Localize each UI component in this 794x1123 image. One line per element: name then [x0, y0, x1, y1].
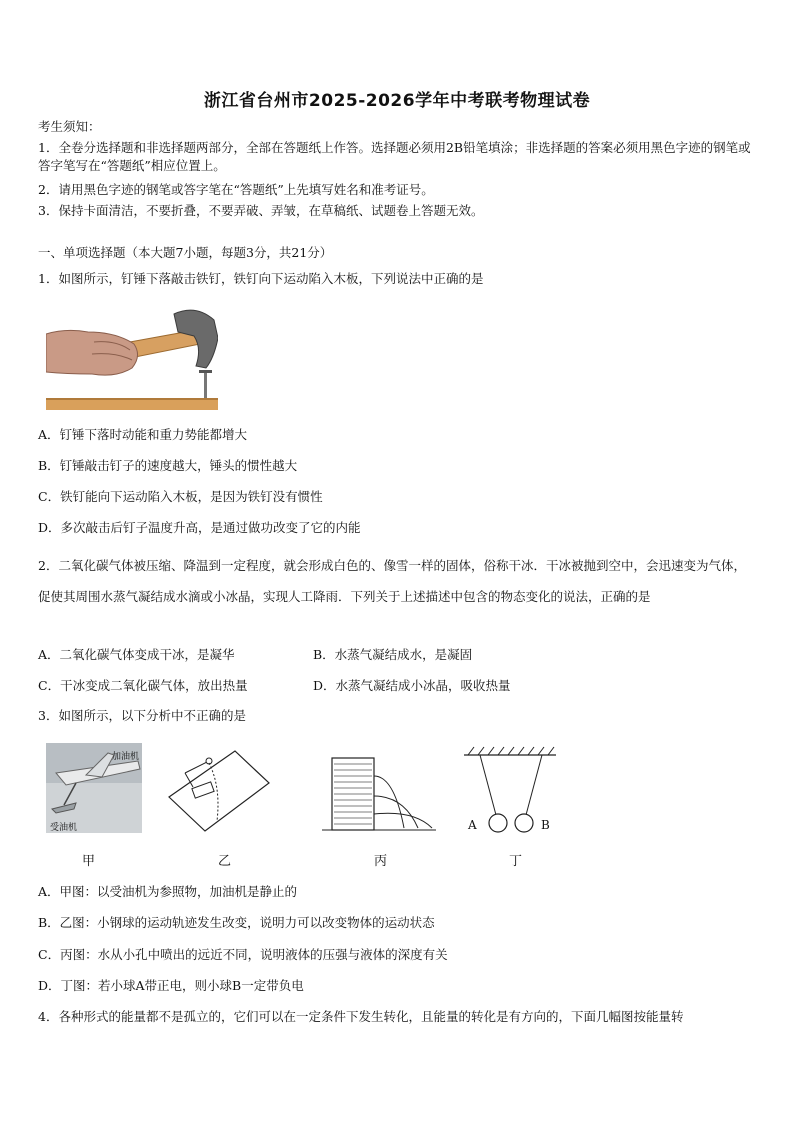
q3-tanker-label: 加油机 — [112, 752, 140, 762]
q3-option-b: B．乙图：小钢球的运动轨迹发生改变，说明力可以改变物体的运动状态 — [38, 915, 435, 930]
notice-item-3: 3．保持卡面清洁，不要折叠，不要弄破、弄皱，在草稿纸、试题卷上答题无效。 — [38, 203, 484, 218]
q1-option-d: D．多次敲击后钉子温度升高，是通过做功改变了它的内能 — [38, 520, 361, 535]
q3-ball-a-label: A — [468, 818, 477, 832]
notice-item-1: 1．全卷分选择题和非选择题两部分，全部在答题纸上作答。选择题必须用2B铅笔填涂；非选择题的答案必须用黑色字迹的钢笔或答字笔写在“答题纸”相应位置上。 — [38, 140, 751, 173]
page-title: 浙江省台州市2025-2026学年中考联考物理试卷 — [203, 91, 591, 111]
q2-option-b: B．水蒸气凝结成水，是凝固 — [313, 647, 473, 662]
q3-option-d: D．丁图：若小球A带正电，则小球B一定带负电 — [38, 978, 304, 993]
q1-option-a: A．钉锤下落时动能和重力势能都增大 — [38, 427, 248, 442]
section-heading: 一、单项选择题（本大题7小题，每题3分，共21分） — [38, 245, 333, 260]
q2-option-a: A．二氧化碳气体变成干冰，是凝华 — [38, 647, 235, 662]
q3-figure-bing — [322, 752, 437, 832]
q3-option-a: A．甲图：以受油机为参照物，加油机是静止的 — [38, 884, 298, 899]
q3-ball-b-label: B — [541, 818, 550, 832]
notice-item-2: 2．请用黑色字迹的钢笔或答字笔在“答题纸”上先填写姓名和准考证号。 — [38, 182, 434, 197]
q3-option-c: C．丙图：水从小孔中喷出的远近不同，说明液体的压强与液体的深度有关 — [38, 947, 448, 962]
q3-figure-yi — [165, 747, 270, 833]
q2-option-c: C．干冰变成二氧化碳气体，放出热量 — [38, 678, 248, 693]
q1-hammer-figure — [46, 302, 218, 410]
q2-stem: 2．二氧化碳气体被压缩、降温到一定程度，就会形成白色的、像雪一样的固体，俗称干冰．干冰被抛到空中，会迅速变为气体，促使其周围水蒸气凝结成水滴或小冰晶，实现人工降雨．下列关于上述描述中包含的物态变化的说法，正确的是 — [38, 558, 746, 604]
notice-heading: 考生须知： — [38, 119, 101, 134]
q3-receiver-label: 受油机 — [50, 823, 78, 833]
q1-option-c: C．铁钉能向下运动陷入木板，是因为铁钉没有惯性 — [38, 489, 323, 504]
q3-figure-label-jia: 甲 — [82, 854, 96, 869]
q2-option-d: D．水蒸气凝结成小冰晶，吸收热量 — [313, 678, 511, 693]
q3-figure-label-ding: 丁 — [509, 854, 523, 869]
q3-figure-label-yi: 乙 — [218, 854, 232, 869]
q1-stem: 1．如图所示，钉锤下落敲击铁钉，铁钉向下运动陷入木板，下列说法中正确的是 — [38, 271, 484, 286]
q4-stem: 4．各种形式的能量都不是孤立的，它们可以在一定条件下发生转化，且能量的转化是有方向的，下面几幅图按能量转 — [38, 1009, 684, 1024]
q3-figure-label-bing: 丙 — [374, 854, 388, 869]
q1-option-b: B．钉锤敲击钉子的速度越大，锤头的惯性越大 — [38, 458, 298, 473]
q3-stem: 3．如图所示，以下分析中不正确的是 — [38, 708, 246, 723]
